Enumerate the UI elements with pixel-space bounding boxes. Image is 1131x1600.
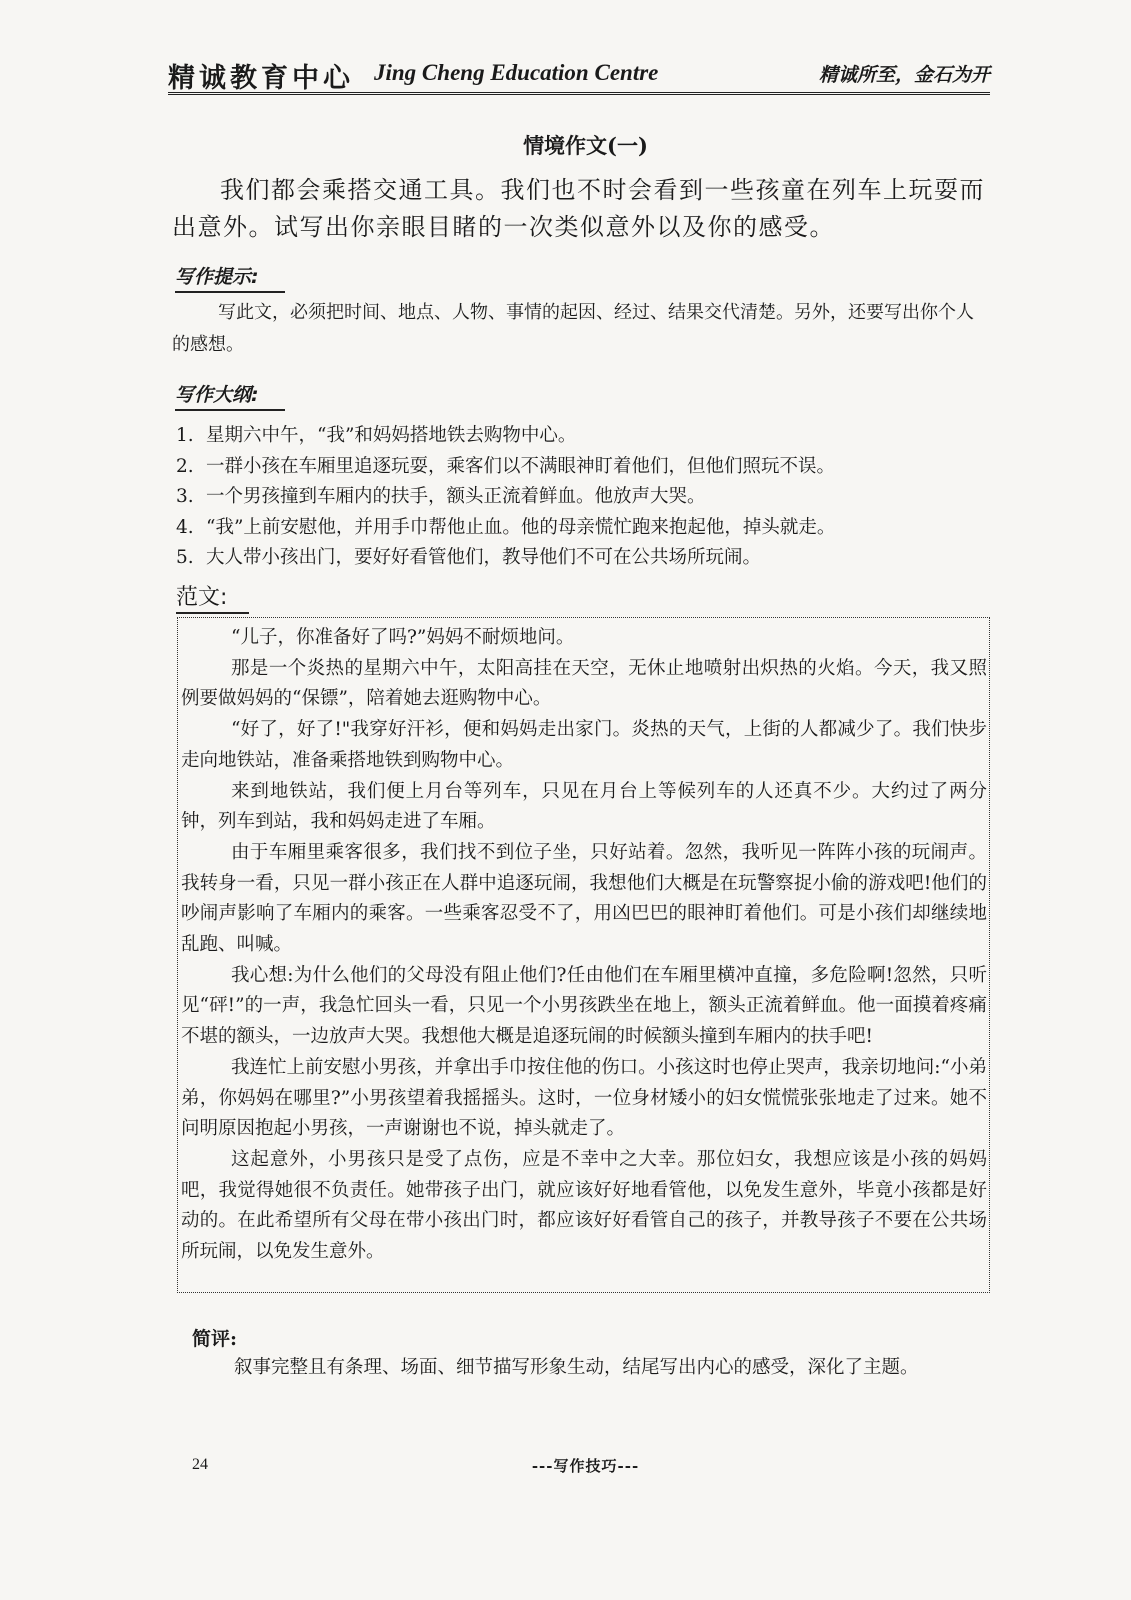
outline-item	[176, 513, 996, 544]
outline-item-text: 一群小孩在车厢里追逐玩耍，乘客们以不满眼神盯着他们，但他们照玩不误。	[206, 455, 836, 477]
essay-paragraph: 我心想:为什么他们的父母没有阻止他们?任由他们在车厢里横冲直撞，多危险啊!忽然，只听见“砰!”的一声，我急忙回头一看，只见一个小男孩跌坐在地上，额头正流着鲜血。他一面摸着疼痛不堪的额头，一边放声大哭。我想他大概是追逐玩闹的时候额头撞到车厢内的扶手吧!	[181, 964, 987, 1048]
outline-item	[176, 543, 996, 574]
essay-paragraph: 这起意外，小男孩只是受了点伤，应是不幸中之大幸。那位妇女，我想应该是小孩的妈妈吧，我觉得她很不负责任。她带孩子出门，就应该好好地看管他，以免发生意外，毕竟小孩都是好动的。在此希望所有父母在带小孩出门时，都应该好好看管自己的孩子，并教导孩子不要在公共场所玩闹，以免发生意外。	[181, 1148, 987, 1263]
page-title	[0, 130, 1131, 160]
essay-paragraph: “儿子，你准备好了吗?”妈妈不耐烦地问。	[231, 627, 575, 648]
footer-label-text: ---写作技巧---	[531, 1457, 640, 1475]
review-heading: 简评:	[192, 1328, 238, 1350]
outline-item	[176, 452, 996, 483]
outline-heading: 写作大纲:	[175, 380, 285, 411]
hints-body: 写此文，必须把时间、地点、人物、事情的起因、经过、结果交代清楚。另外，还要写出你个人的感想。	[172, 302, 974, 355]
essay-prompt: 我们都会乘搭交通工具。我们也不时会看到一些孩童在列车上玩耍而出意外。试写出你亲眼目睹的一次类似意外以及你的感受。	[172, 176, 985, 241]
page-number: 24	[192, 1456, 208, 1473]
page-header	[168, 56, 990, 95]
outline-item	[176, 421, 996, 452]
outline-item-text: 大人带小孩出门，要好好看管他们，教导他们不可在公共场所玩闹。	[206, 547, 762, 568]
outline-list	[176, 421, 996, 574]
outline-item-text: 一个男孩撞到车厢内的扶手，额头正流着鲜血。他放声大哭。	[206, 486, 706, 507]
essay-paragraph: “好了，好了!"我穿好汗衫，便和妈妈走出家门。炎热的天气，上街的人都减少了。我们快步走向地铁站，准备乘搭地铁到购物中心。	[181, 719, 987, 771]
outline-item-number: 4.	[176, 516, 194, 538]
outline-item-number: 5.	[176, 547, 194, 568]
review-body: 叙事完整且有条理、场面、细节描写形象生动，结尾写出内心的感受，深化了主题。	[234, 1357, 919, 1378]
essay-paragraph: 我连忙上前安慰小男孩，并拿出手巾按住他的伤口。小孩这时也停止哭声，我亲切地问:“小弟弟，你妈妈在哪里?”小男孩望着我摇摇头。这时，一位身材矮小的妇女慌慌张张地走了过来。她不问明原因抱起小男孩，一声谢谢也不说，掉头就走了。	[181, 1056, 987, 1140]
footer-label	[0, 1455, 1131, 1476]
outline-item-number: 3.	[176, 486, 194, 507]
page-title-text: 情境作文(一)	[523, 133, 648, 158]
org-name-english: Jing Cheng Education Centre	[374, 60, 659, 85]
outline-item-number: 2.	[176, 455, 194, 477]
org-motto: 精诚所至，金石为开	[818, 64, 990, 86]
essay-paragraph: 由于车厢里乘客很多，我们找不到位子坐，只好站着。忽然，我听见一阵阵小孩的玩闹声。我转身一看，只见一群小孩正在人群中追逐玩闹，我想他们大概是在玩警察捉小偷的游戏吧!他们的吵闹声影响了车厢内的乘客。一些乘客忍受不了，用凶巴巴的眼神盯着他们。可是小孩们却继续地乱跑、叫喊。	[181, 841, 987, 956]
essay-paragraph: 来到地铁站，我们便上月台等列车，只见在月台上等候列车的人还真不少。大约过了两分钟，列车到站，我和妈妈走进了车厢。	[181, 780, 987, 833]
model-essay-body	[181, 623, 987, 1268]
org-name-chinese: 精诚教育中心	[168, 63, 354, 94]
outline-item-text: 星期六中午，“我”和妈妈搭地铁去购物中心。	[206, 425, 577, 446]
outline-item-text: “我”上前安慰他，并用手巾帮他止血。他的母亲慌忙跑来抱起他，掉头就走。	[206, 516, 836, 538]
essay-paragraph: 那是一个炎热的星期六中午，太阳高挂在天空，无休止地喷射出炽热的火焰。今天，我又照例要做妈妈的“保镖”，陪着她去逛购物中心。	[181, 657, 987, 710]
outline-item	[176, 482, 996, 513]
outline-item-number: 1.	[176, 425, 194, 446]
hints-heading: 写作提示:	[175, 262, 285, 293]
model-essay-heading: 范文:	[176, 580, 249, 614]
